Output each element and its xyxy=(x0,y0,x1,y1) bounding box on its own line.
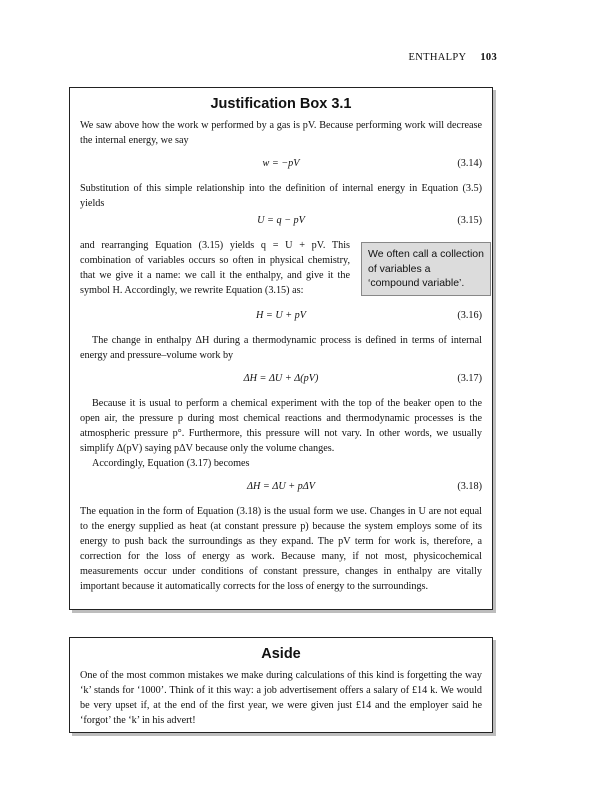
paragraph-7: The equation in the form of Equation (3.18) is the usual form we use. Changes in U are not equal to the energy supplied as heat (at constant pressure p) because the system employs some of its energy to push back the surroundings as they expand. The pV term for work is, therefore, a correction for the loss of energy as work. Because many, if not most, physicochemical measurements occur under conditions of constant pressure, changes in enthalpy are vitally important because it automatically corrects for the loss of energy to the surroundings. xyxy=(80,506,482,592)
aside-box xyxy=(69,637,493,733)
running-head-title: ENTHALPY xyxy=(408,52,467,63)
justification-box xyxy=(69,87,493,610)
margin-note: We often call a collection of variables a ‘compound variable’. xyxy=(361,242,491,296)
equation-expression: ΔH = ΔU + pΔV xyxy=(247,481,315,492)
equation-expression: w = −pV xyxy=(262,158,300,169)
paragraph-6: Accordingly, Equation (3.17) becomes xyxy=(92,458,250,469)
equation-expression: ΔH = ΔU + Δ(pV) xyxy=(243,373,319,384)
paragraph-1: We saw above how the work w performed by a gas is pV. Because performing work will decrease the internal energy, we say xyxy=(80,120,482,146)
equation-3-18 xyxy=(80,479,482,494)
paragraph-4: The change in enthalpy ΔH during a thermodynamic process is defined in terms of internal energy and pressure–volume work by xyxy=(80,335,482,361)
equation-expression: H = U + pV xyxy=(256,310,306,321)
paragraph-with-margin-note xyxy=(80,238,482,298)
aside-text: One of the most common mistakes we make during calculations of this kind is forgetting the way ‘k’ stands for ‘1000’. Think of it this way: a job advertisement offers a salary of £14 k. We would be very upset if, at the end of the first year, we were given just £14 and the employer said he ‘forgot’ the ‘k’ in his advert! xyxy=(80,670,482,726)
paragraph-2: Substitution of this simple relationship into the definition of internal energy in Equation (3.5) yields xyxy=(80,183,482,209)
equation-3-15 xyxy=(80,213,482,228)
equation-number: (3.15) xyxy=(457,215,482,226)
running-head xyxy=(409,52,497,63)
equation-number: (3.18) xyxy=(457,481,482,492)
equation-number: (3.16) xyxy=(457,310,482,321)
paragraph-5: Because it is usual to perform a chemical experiment with the top of the beaker open to the open air, the pressure p during most chemical reactions and thermodynamic processes is the atmospheric pressure p°. Furthermore, this pressure will not vary. In other words, we usually simplify Δ(pV) saying pΔV because only the volume changes. xyxy=(80,398,482,454)
equation-3-14 xyxy=(80,156,482,171)
equation-number: (3.17) xyxy=(457,373,482,384)
paragraph-3: and rearranging Equation (3.15) yields q = U + pV. This combination of variables occurs so often in physical chemistry, that we give it a name: we call it the enthalpy, and give it the symbol H. Accordingly, we rewrite Equation (3.15) as: xyxy=(80,240,350,296)
justification-box-title: Justification Box 3.1 xyxy=(210,96,352,112)
equation-3-16 xyxy=(80,308,482,323)
page-number: 103 xyxy=(480,52,497,63)
equation-expression: U = q − pV xyxy=(257,215,305,226)
aside-box-title: Aside xyxy=(261,646,301,662)
equation-number: (3.14) xyxy=(457,158,482,169)
equation-3-17 xyxy=(80,371,482,386)
